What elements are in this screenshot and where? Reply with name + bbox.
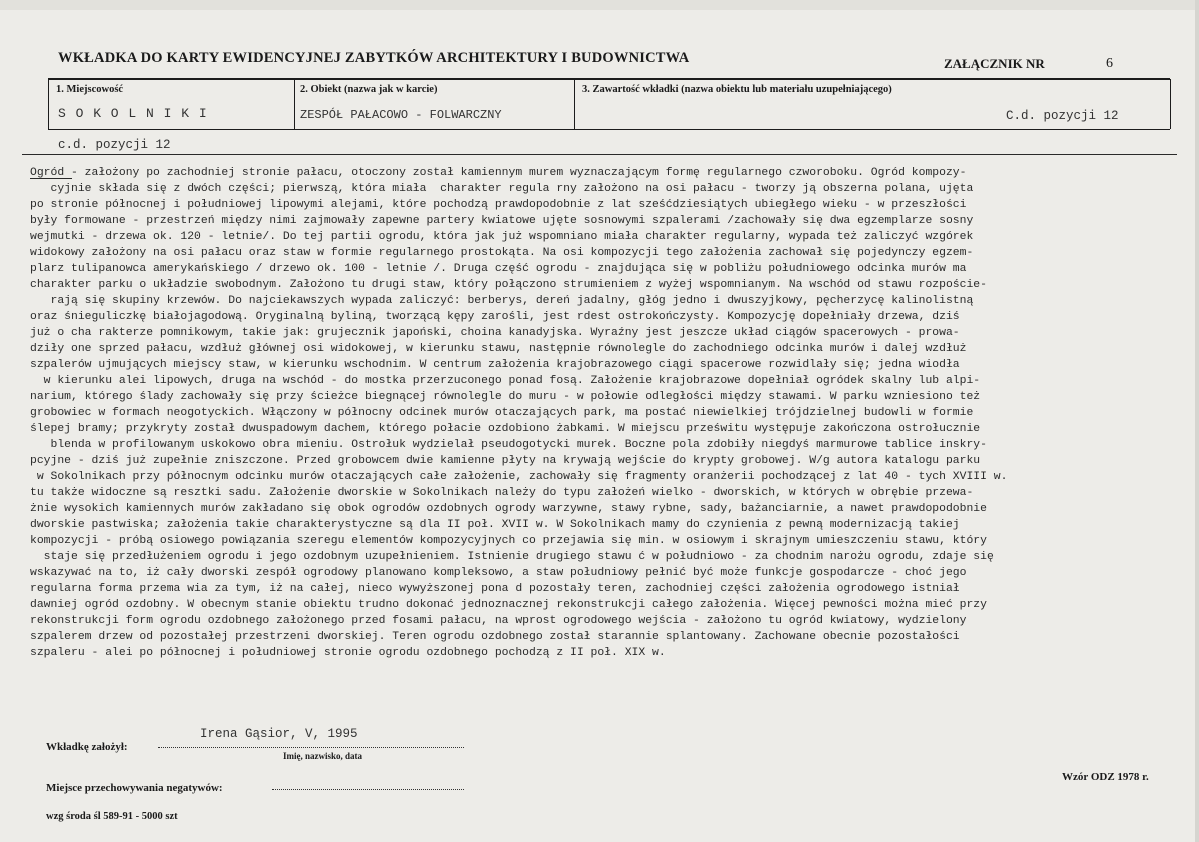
card-title: WKŁADKA DO KARTY EWIDENCYJNEJ ZABYTKÓW ARCHITEKTURY I BUDOWNICTWA [58, 50, 690, 66]
text-line: po stronie północnej i południowej lipowymi alejami, które pochodzą prawdopodobnie z lat sześćdziesiątych ubiegłego wieku - w przeszłości [30, 199, 967, 211]
annex-label: ZAŁĄCZNIK NR [944, 56, 1045, 71]
text-line: dawniej ogród ozdobny. W obecnym stanie obiektu trudno dokonać jednoznacznej rekonstrukcji całego założenia. Więcej pewności można mieć przy [30, 599, 987, 611]
text-line: wskazywać na to, iż cały dworski zespół ogrodowy planowano kompleksowo, a staw południowy pełnić być może funkcje gospodarcze - choć jego [30, 567, 967, 579]
header-top-rule [48, 78, 1170, 80]
continuation-heading: c.d. pozycji 12 [58, 138, 171, 152]
header-bottom-rule [48, 129, 1170, 130]
typed-description [30, 165, 1180, 661]
field-content-value: C.d. pozycji 12 [1006, 109, 1119, 123]
print-run-info: wzg środa śl 589-91 - 5000 szt [46, 811, 178, 822]
text-line: grobowiec w formach neogotyckich. Włączony w północny odcinek murów otaczających park, ma postać niewielkiej trójdzielnej budowli w formie [30, 407, 974, 419]
text-line: Ogród - założony po zachodniej stronie pałacu, otoczony został kamiennym murem wyznaczającym formę regularnego czworoboku. Ogród kompozy- [30, 167, 967, 179]
founded-by-label: Wkładkę założył: [46, 741, 128, 753]
founded-by-dotted-line [158, 747, 464, 748]
text-line: narium, którego ślady zachowały się przy ścieżce biegnącej równolegle do muru - w połowie odległości między stawami. W parku wzniesiono też [30, 391, 981, 403]
card-right-edge [1195, 0, 1199, 842]
text-line: regularna forma przema wia za tym, iż na całej, nieco wywyższonej pona d pozostały teren, zachodniej części założenia ogrodowego istniał [30, 583, 960, 595]
text-line: ślepej bramy; przykryty został dwuspadowym dachem, którego połacie ozdobiono żabkami. W miejscu prześwitu występuje zakończona ostrołucznie [30, 423, 981, 435]
text-line: oraz śnieguliczkę białojagodową. Oryginalną byliną, tworzącą kępy zarośli, jest rdest ostrokończysty. Kompozycję dopełniały drzewa, dziś [30, 311, 960, 323]
field-locality-label: 1. Miejscowość [56, 84, 124, 95]
text-line: staje się przedłużeniem ogrodu i jego ozdobnym uzupełnieniem. Istnienie drugiego stawu ć w południowo - za chodnim narożu ogrodu, zdaje się [30, 551, 994, 563]
text-line: kompozycji - próbą osiowego powiązania szeregu elementów kompozycyjnych co przejawia się min. w osiowym i skrajnym umieszczeniu stawu, który [30, 535, 987, 547]
field-object-label: 2. Obiekt (nazwa jak w karcie) [300, 84, 438, 95]
field-divider-left [48, 79, 49, 129]
text-line: blenda w profilowanym uskokowo obra mieniu. Ostrołuk wydzielał pseudogotycki murek. Boczne pola zdobiły niegdyś marmurowe tablice inskry- [30, 439, 987, 451]
text-line: pcyjne - dziś już zupełnie zniszczone. Przed grobowcem dwie kamienne płyty na krywają wejście do krypty grobowej. W/g autora katalogu parku [30, 455, 981, 467]
text-line: szpaleru - alei po północnej i południowej stronie ogrodu ozdobnego pochodzą z II poł. XIX w. [30, 647, 666, 659]
author-signature-line: Irena Gąsior, V, 1995 [200, 727, 358, 741]
text-line: rają się skupiny krzewów. Do najciekawszych wypada zaliczyć: berberys, dereń jadalny, głóg jedno i dwuszyjkowy, pęcherzycę kalinolistną [30, 295, 974, 307]
text-line: szpalerów ujmujących miejscy staw, w kierunku wschodnim. W centrum założenia krajobrazowego ciągi spacerowe rozwidlały się; jedna wiodła [30, 359, 960, 371]
name-date-caption: Imię, nazwisko, data [283, 751, 363, 761]
field-content-label: 3. Zawartość wkładki (nazwa obiektu lub materiału uzupełniającego) [582, 84, 892, 95]
text-line: w Sokolnikach przy północnym odcinku murów otaczających całe założenie, zachowały się fragmenty oranżerii pochodzącej z lat 40 - tych XVIII w. [30, 471, 1008, 483]
text-line: plarz tulipanowca amerykańskiego / drzewo ok. 100 - letnie /. Druga część ogrodu - znajdująca się w pobliżu południowego odcinka murów ma [30, 263, 967, 275]
field-divider-2 [574, 79, 575, 129]
text-line: wejmutki - drzewa ok. 120 - letnie/. Do tej partii ogrodu, która jak już wspomniano miała charakter regularny, wypada też zaliczyć wzgórek [30, 231, 974, 243]
text-line: szpalerem drzew od pozostałej przestrzeni dworskiej. Teren ogrodu ozdobnego został starannie splantowany. Zachowane obecnie pozostałości [30, 631, 960, 643]
text-line: dziły one sprzed pałacu, wzdłuż głównej osi widokowej, w kierunku stawu, następnie równolegle do zachodniego odcinka murów i dalej wzdłuż [30, 343, 967, 355]
negatives-storage-label: Miejsce przechowywania negatywów: [46, 782, 223, 794]
field-divider-1 [294, 79, 295, 129]
field-divider-right [1170, 79, 1171, 129]
field-locality-value: S O K O L N I K I [58, 106, 208, 121]
negatives-storage-dotted-line [272, 789, 464, 790]
field-object-value: ZESPÓŁ PAŁACOWO - FOLWARCZNY [300, 108, 502, 122]
text-line: charakter parku o układzie swobodnym. Założono tu drugi staw, który połączono strumieniem z wyżej wspomnianym. Na wschód od stawu rozpoście- [30, 279, 987, 291]
form-model-note: Wzór ODZ 1978 r. [1062, 771, 1149, 783]
text-line: tu także widoczne są resztki sadu. Założenie dworskie w Sokolnikach należy do typu założeń wielko - dworskich, w których w obrębie przewa- [30, 487, 974, 499]
card-top-edge [0, 0, 1199, 10]
text-line: żnie wysokich kamiennych murów zakładano się obok ogrodów ozdobnych ogrody warzywne, stawy rybne, sady, bażanciarnie, a nawet prawdopodobnie [30, 503, 987, 515]
text-line: były formowane - przestrzeń między nimi zajmowały zapewne partery kwiatowe ujęte sosnowymi szpalerami /zachowały się dwa egzemplarze sosny [30, 215, 974, 227]
continuation-rule [22, 154, 1177, 155]
text-line: rekonstrukcji form ogrodu ozdobnego założonego przed fosami pałacu, na wprost ogrodowego wejścia - założono tu ogród kwiatowy, wydzielony [30, 615, 967, 627]
text-line: już o cha rakterze pomnikowym, takie jak: grujecznik japoński, choina kanadyjska. Wyraźny jest jeszcze układ ciągów spacerowych - prowa- [30, 327, 960, 339]
ogrod-underline [30, 178, 72, 179]
text-line: widokowy założony na osi pałacu oraz staw w formie regularnego prostokąta. Na osi kompozycji tego założenia zachował się pojedynczy egzem- [30, 247, 974, 259]
text-line: w kierunku alei lipowych, druga na wschód - do mostka przerzuconego ponad fosą. Założenie krajobrazowe dopełniał ogródek skalny lub alpi- [30, 375, 981, 387]
text-line: cyjnie składa się z dwóch części; pierwszą, która miała charakter regula rny założono na osi pałacu - tworzy ją obszerna polana, ujęta [30, 183, 974, 195]
text-line: dworskie pastwiska; założenia takie charakterystyczne są dla II poł. XVII w. W Sokolnikach mamy do czynienia z pewną modernizacją takiej [30, 519, 960, 531]
annex-number: 6 [1106, 56, 1113, 71]
